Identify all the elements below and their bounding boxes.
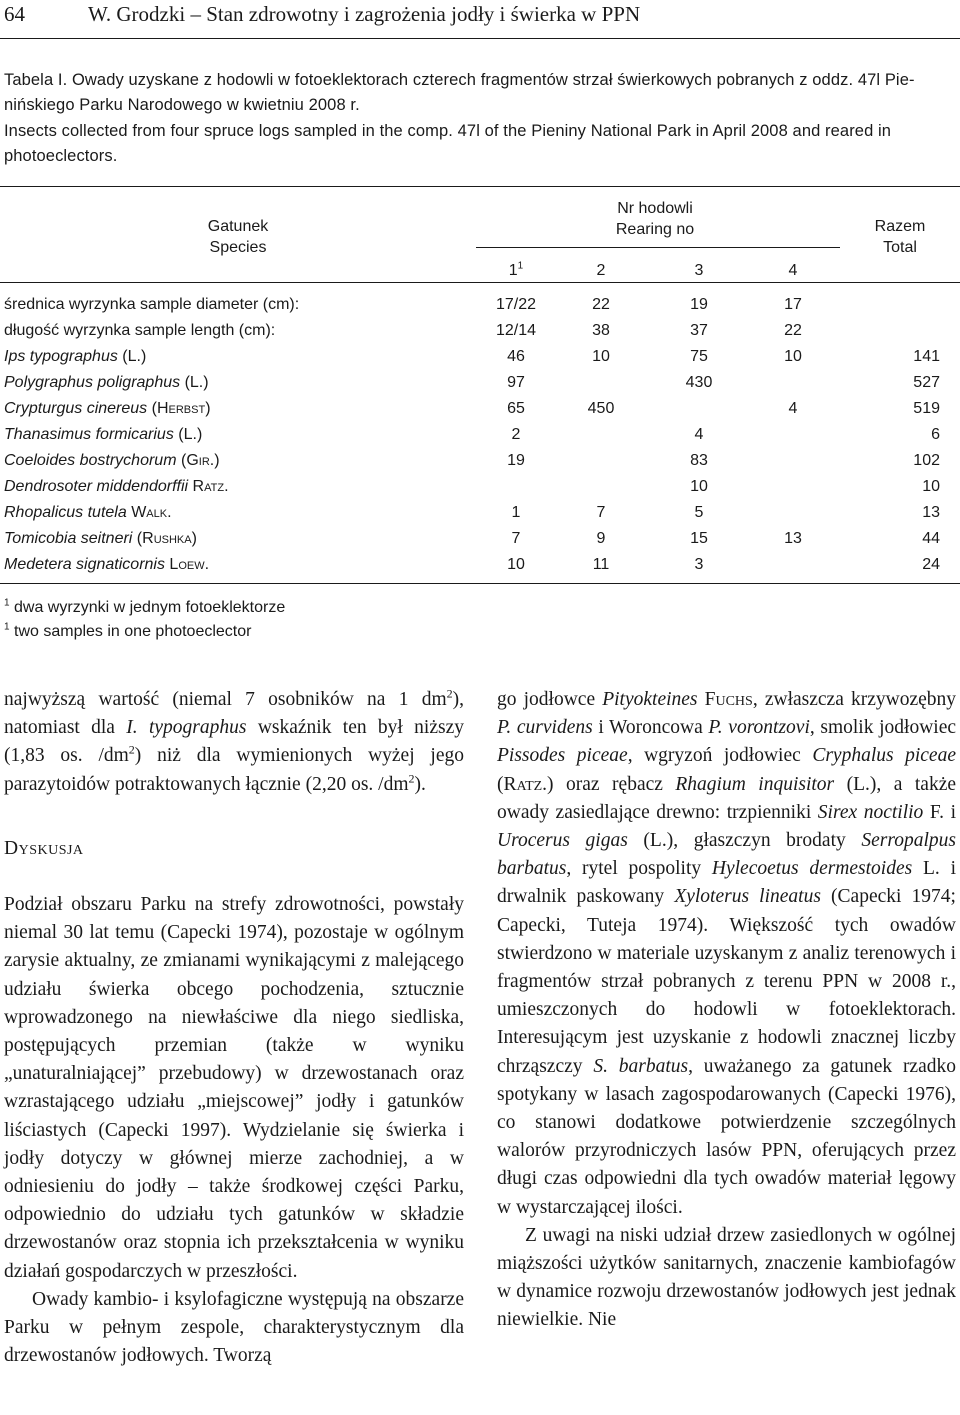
species-author-post: .)	[209, 452, 220, 469]
footnote-marker: 1	[4, 621, 10, 633]
paragraph: Z uwagi na niski udział drzew zasiedlonych w ogólnej miąższości użytków sanitarnych, znaczenie kambiofagów w dynamice rozwoju drzewostanów jodłowych jest jednak niewielkie. Nie	[497, 1224, 956, 1331]
cell-1: 65	[507, 400, 525, 417]
cell-4: 10	[784, 348, 802, 365]
cell-total: 44	[922, 530, 940, 547]
species-author: Walk	[131, 504, 168, 521]
table-caption	[4, 68, 956, 169]
cell-2: 7	[596, 504, 606, 521]
cell-2: 11	[592, 556, 610, 573]
cell-total: 24	[922, 556, 940, 573]
cell-1: 7	[511, 530, 521, 547]
footnote-pl	[4, 596, 285, 620]
species-author-post: .	[167, 504, 172, 521]
species-author: Rushka	[142, 530, 192, 547]
caption-pl-line2: nińskiego Parku Narodowego w kwietniu 2008 r.	[4, 96, 360, 114]
caption-label: Tabela I.	[4, 71, 68, 89]
header-col-1	[486, 260, 546, 281]
header-total-en: Total	[883, 239, 917, 256]
cell-total: 6	[931, 426, 940, 443]
paragraph: najwyższą wartość (niemal 7 osobników na 1 $dm^2$), natomiast dla I. typographus wskaźnik ten był niższy (1,83 os. $/dm^2$) niż dla wymienionych wyżej jego parazytoidów potraktowanych łącznie (2,20 os. $/dm^2$).	[4, 686, 465, 795]
species-name	[4, 448, 220, 474]
species-binomial: Medetera signaticornis	[4, 556, 165, 573]
cell-1: 46	[507, 348, 525, 365]
paragraph: Owady kambio- i ksylofagiczne występują na obszarze Parku w pełnym zespole, charakterystycznym dla drzewostanów jodłowych. Tworzą	[4, 1288, 464, 1367]
species-author-post: )	[205, 400, 211, 417]
species-author-post: .	[224, 478, 229, 495]
table-row	[0, 448, 960, 474]
species-binomial: Ips typographus	[4, 348, 118, 365]
footnote-en	[4, 620, 285, 644]
cell-3: 19	[690, 296, 708, 313]
species-author-pre: (	[176, 452, 187, 469]
cell-3: 5	[694, 504, 704, 521]
table-row	[0, 500, 960, 526]
cell-1: 10	[507, 556, 525, 573]
species-name	[4, 500, 172, 526]
cell-2: 22	[592, 296, 610, 313]
header-species-pl: Gatunek	[207, 218, 269, 235]
header-species-en: Species	[209, 239, 267, 256]
cell-3: 15	[690, 530, 708, 547]
caption-en-line2: photoeclectors.	[4, 147, 118, 165]
species-author: Ratz	[192, 478, 225, 495]
paragraph: go jodłowce Pityokteines Fuchs, zwłaszcza krzywozębny P. curvidens i Woroncowa P. vorontzovi, smolik jodłowiec Pissodes piceae, wgryzoń jodłowiec Cryphalus piceae (Ratz.) oraz rębacz Rhagium inquisitor (L.), a także owady zasiedlające drewno: trzpienniki Sirex noctilio F. i Urocerus gigas (L.), głaszczyn brodaty Serropalpus barbatus, rytel pospolity Hylecoetus dermestoides L. i drwalnik paskowany Xyloterus lineatus (Capecki 1974; Capecki, Tuteja 1974). Większość tych owadów stwierdzono w materiale uzyskanym z analiz terenowych i fragmentów strzał pobranych z terenu PPN w 2008 r., umieszczonych do hodowli w fotoeklektorach. Interesującym jest uzyskanie z hodowli znacznej liczby chrząszczy S. barbatus, uważanego za gatunek rzadko spotykany w lasach zagospodarowanych (Capecki 1976), co stanowi dodatkowe potwierdzenie szczególnych walorów przyrodniczych lasów PPN, oferujących przez długi czas odpowiedni dla tych owadów materiał lęgowy w wystarczającej ilości.	[497, 689, 957, 1218]
header-total-pl: Razem	[874, 218, 926, 235]
cell-3: 83	[690, 452, 708, 469]
species-author-pre: (	[147, 400, 157, 417]
cell-total: 13	[922, 504, 940, 521]
species-author: (L.)	[173, 426, 203, 443]
cell-3: 430	[685, 374, 713, 391]
cell-2: 9	[596, 530, 606, 547]
cell-1: 2	[511, 426, 521, 443]
cell-2: 10	[592, 348, 610, 365]
caption-en-line1: Insects collected from four spruce logs sampled in the comp. 47l of the Pieniny National Park in April 2008 and reared in	[4, 122, 892, 140]
cell-total: 519	[913, 400, 940, 417]
table-row	[0, 344, 960, 370]
header-col-2: 2	[596, 262, 606, 279]
table-bottom-rule	[0, 583, 960, 584]
table-top-rule	[0, 186, 960, 187]
header-total	[850, 216, 950, 258]
paragraph: Podział obszaru Parku na strefy zdrowotności, powstały niemal 30 lat temu (Capecki 1974), pozostaje w ogólnym zarysie aktualny, ze zmianami wynikającymi z malejącego udziału świerka obcego pochodzenia, sztucznie wprowadzonego na niewłaściwe dla niego siedliska, postępujących przemian (także w wyniku „unaturalniającej” przebudowy) w drzewostanach oraz wzrastającego udziału „miejscowej” jodły i gatunków liściastych (Capecki 1997). Wydzielanie się świerka i jodły dotyczy w głównej mierze zachodniej, a w odniesieniu do jodły – także środkowej części Parku, odpowiednio do udziału tych gatunków w składzie drzewostanów oraz stopnia ich przekształcenia w wyniku działań gospodarczych w przeszłości.	[4, 894, 464, 1282]
species-name	[4, 344, 146, 370]
header-col-4: 4	[788, 262, 798, 279]
cell-1: 97	[507, 374, 525, 391]
species-binomial: Dendrosoter middendorffii	[4, 478, 189, 495]
cell-1: 12/14	[495, 322, 537, 339]
species-binomial: Polygraphus poligraphus	[4, 374, 181, 391]
species-author: Loew	[169, 556, 205, 573]
caption-pl-text1: Owady uzyskane z hodowli w fotoeklektorach czterech fragmentów strzał świerkowych pobranych z oddz. 47l Pie-	[71, 71, 915, 89]
header-rule	[0, 38, 960, 39]
species-name	[4, 370, 209, 396]
table-row	[0, 422, 960, 448]
footnote-en-text: two samples in one photoeclector	[9, 623, 252, 640]
table-row	[0, 474, 960, 500]
row-label: długość wyrzynka sample length (cm):	[4, 322, 276, 339]
body-column-left	[4, 686, 464, 1370]
species-binomial: Thanasimus formicarius	[4, 426, 174, 443]
cell-3: 4	[694, 426, 704, 443]
species-author: (L.)	[180, 374, 209, 391]
cell-total: 527	[913, 374, 940, 391]
cell-4: 22	[784, 322, 802, 339]
running-header	[0, 0, 960, 42]
table-rearing-rule	[476, 247, 840, 248]
species-binomial: Rhopalicus tutela	[4, 504, 127, 521]
cell-total: 10	[922, 478, 940, 495]
table-footnotes	[4, 596, 285, 644]
cell-3: 75	[690, 348, 708, 365]
cell-4: 17	[784, 296, 802, 313]
footnote-pl-text: dwa wyrzynki w jednym fotoeklektorze	[9, 599, 286, 616]
species-binomial: Coeloides bostrychorum	[4, 452, 177, 469]
cell-total: 102	[913, 452, 940, 469]
species-author-pre: (	[132, 530, 143, 547]
table-row	[0, 370, 960, 396]
cell-4: 13	[784, 530, 802, 547]
header-col-3: 3	[694, 262, 704, 279]
table-row	[0, 396, 960, 422]
cell-2: 450	[587, 400, 615, 417]
cell-total: 141	[913, 348, 940, 365]
header-col-1-label: 1	[508, 262, 518, 279]
table-row	[0, 552, 960, 578]
table-row	[0, 318, 960, 344]
species-name	[4, 474, 229, 500]
cell-4: 4	[788, 400, 798, 417]
header-col-1-sup: 1	[517, 260, 524, 272]
species-author: (L.)	[117, 348, 147, 365]
running-title: W. Grodzki – Stan zdrowotny i zagrożenia jodły i świerka w PPN	[88, 2, 641, 26]
species-author-post: .	[204, 556, 210, 573]
species-name	[4, 422, 202, 448]
header-species	[178, 216, 298, 258]
species-name	[4, 396, 211, 422]
page-number: 64	[4, 2, 25, 26]
species-author-post: )	[191, 530, 197, 547]
header-rearing-en: Rearing no	[615, 221, 695, 238]
caption-pl-line1	[4, 68, 956, 93]
cell-1: 1	[511, 504, 521, 521]
cell-2: 38	[592, 322, 610, 339]
cell-1: 19	[507, 452, 525, 469]
header-rearing-pl: Nr hodowli	[617, 200, 693, 217]
table-row	[0, 526, 960, 552]
cell-3: 3	[694, 556, 704, 573]
cell-1: 17/22	[495, 296, 537, 313]
table-row	[0, 292, 960, 318]
cell-3: 37	[690, 322, 708, 339]
section-title: Dyskusja	[4, 837, 84, 859]
species-binomial: Tomicobia seitneri	[4, 530, 133, 547]
cell-3: 10	[690, 478, 708, 495]
species-name	[4, 526, 197, 552]
species-name	[4, 552, 209, 578]
species-author: Gir	[186, 452, 210, 469]
species-author: Herbst	[156, 400, 206, 417]
table-header-rule	[0, 282, 960, 283]
footnote-marker: 1	[4, 597, 10, 609]
species-binomial: Crypturgus cinereus	[4, 400, 148, 417]
body-column-right	[497, 686, 956, 1335]
header-rearing	[590, 198, 720, 240]
row-label: średnica wyrzynka sample diameter (cm):	[4, 296, 300, 313]
